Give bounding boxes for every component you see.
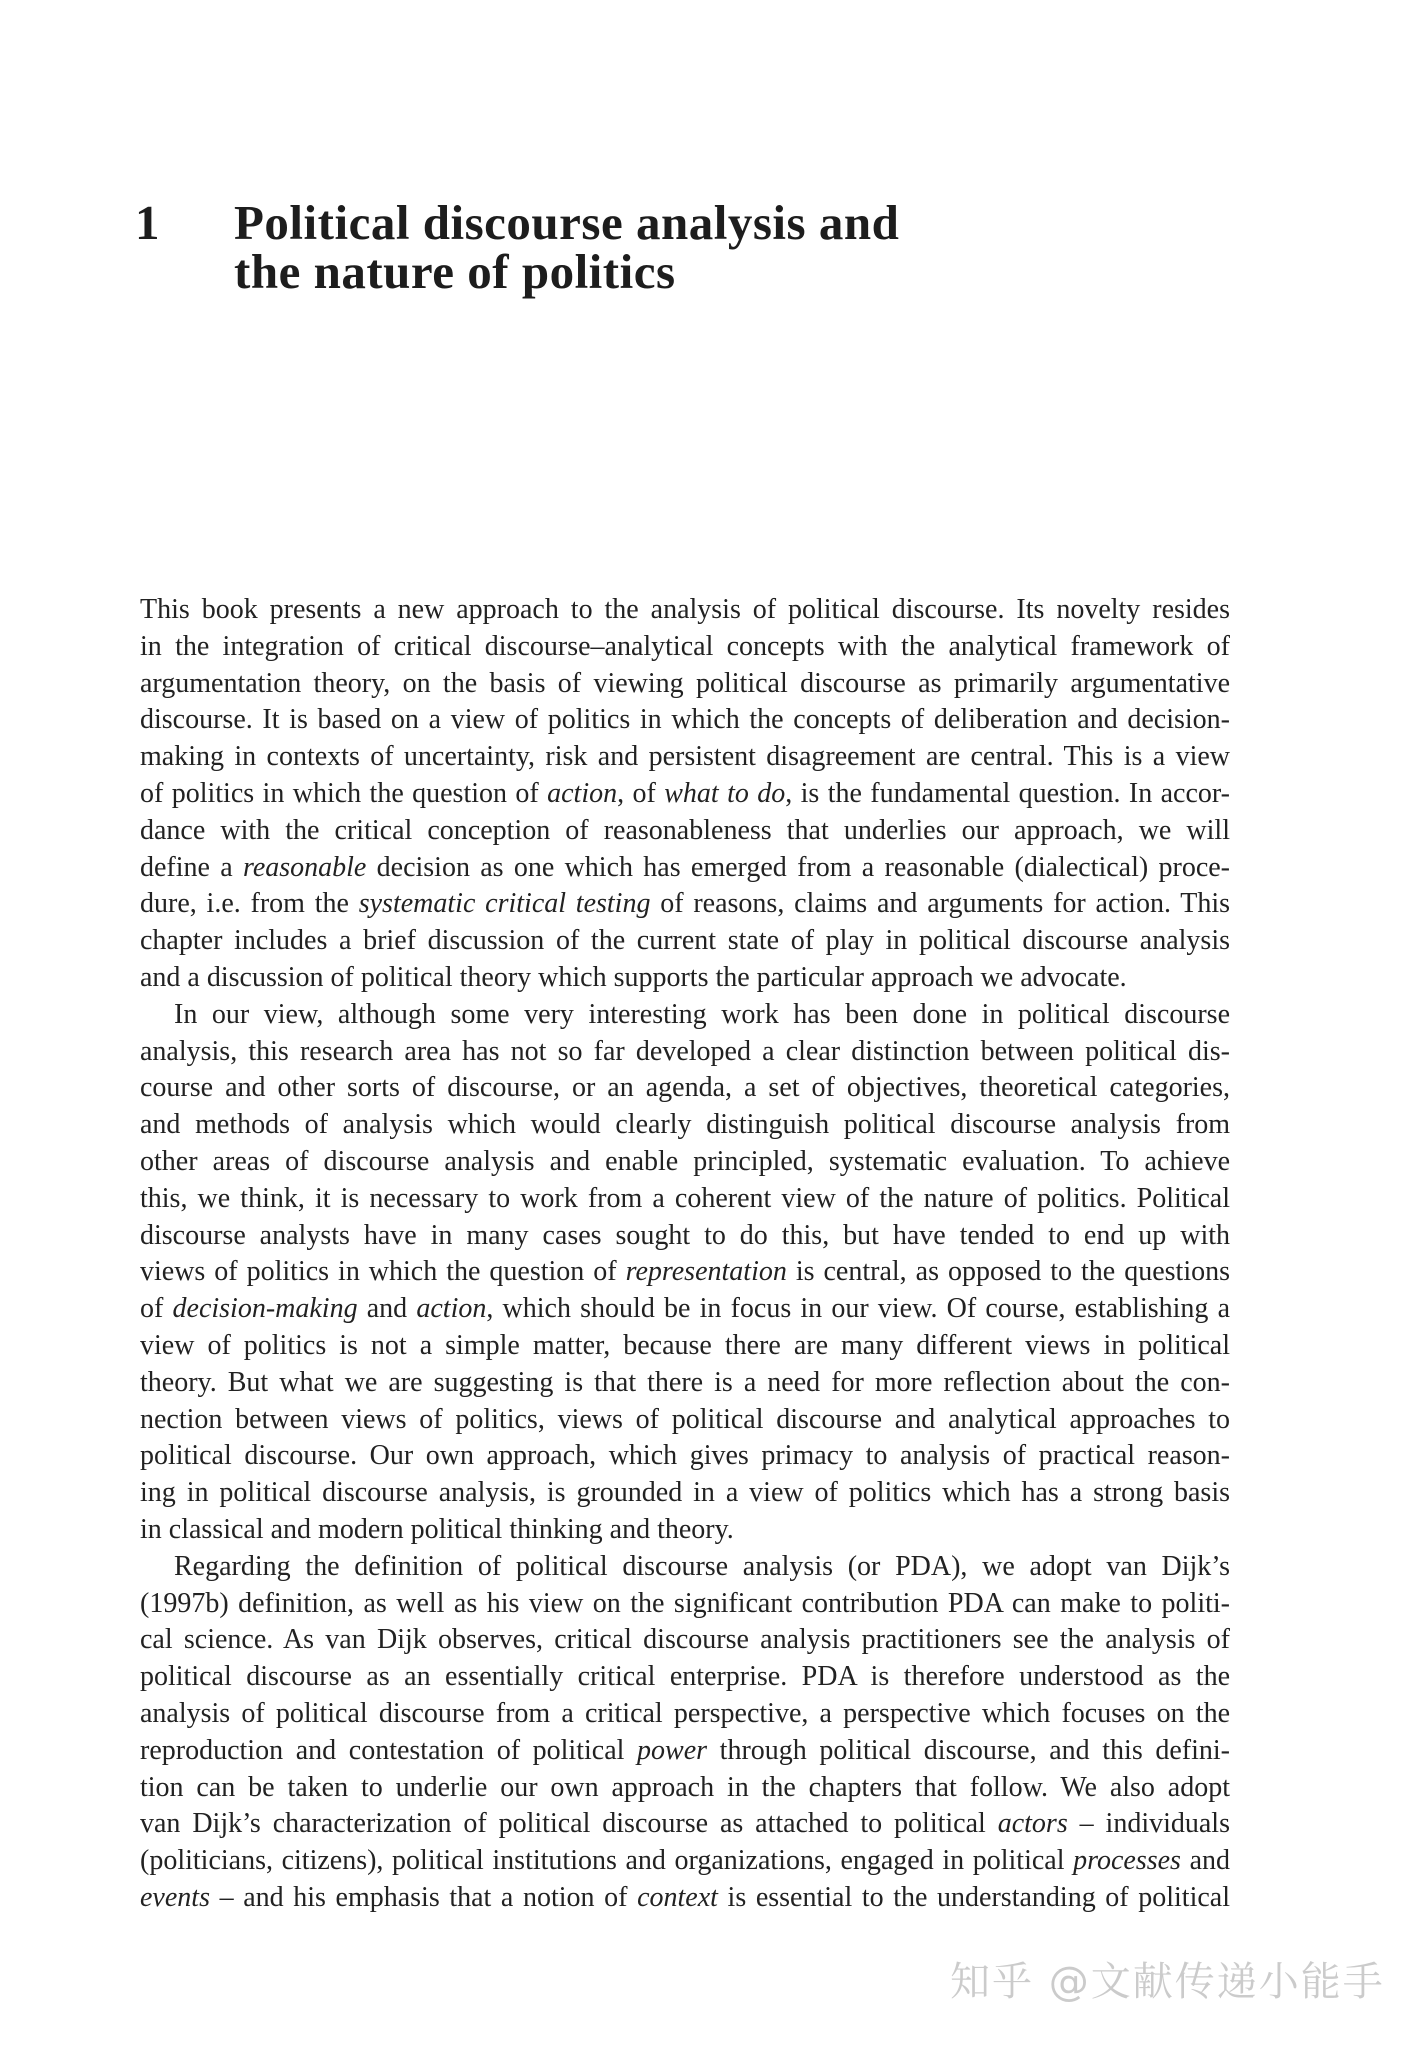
- text-line: view of politics is not a simple matter, because there are many different views in political: [140, 1329, 1230, 1361]
- text-line: of decision-making and action, which should be in focus in our view. Of course, establishing a: [140, 1293, 1230, 1325]
- text-line: theory. But what we are suggesting is that there is a need for more reflection about the con-: [140, 1366, 1230, 1398]
- text-line: discourse analysts have in many cases sought to do this, but have tended to end up with: [140, 1219, 1230, 1251]
- text-line: in the integration of critical discourse–analytical concepts with the analytical framework of: [140, 630, 1230, 662]
- text-line: of politics in which the question of action, of what to do, is the fundamental question. In accor-: [140, 777, 1230, 809]
- text-line: van Dijk’s characterization of political discourse as attached to political actors – individuals: [140, 1808, 1230, 1840]
- text-line: chapter includes a brief discussion of the current state of play in political discourse analysis: [140, 925, 1230, 957]
- text-line: course and other sorts of discourse, or an agenda, a set of objectives, theoretical categories,: [140, 1072, 1230, 1104]
- paragraph: [140, 997, 1230, 1549]
- text-line: and methods of analysis which would clearly distinguish political discourse analysis from: [140, 1109, 1230, 1141]
- text-line: dure, i.e. from the systematic critical testing of reasons, claims and arguments for action. This: [140, 888, 1231, 920]
- text-line: tion can be taken to underlie our own approach in the chapters that follow. We also adopt: [140, 1771, 1230, 1803]
- text-line: analysis, this research area has not so far developed a clear distinction between political dis-: [140, 1035, 1230, 1067]
- text-line: argumentation theory, on the basis of viewing political discourse as primarily argumentative: [140, 667, 1230, 699]
- chapter-title: [234, 195, 900, 299]
- text-line: (1997b) definition, as well as his view on the significant contribution PDA can make to politi-: [140, 1587, 1230, 1619]
- text-line: views of politics in which the question of representation is central, as opposed to the questions: [140, 1256, 1230, 1288]
- text-line: political discourse as an essentially critical enterprise. PDA is therefore understood as the: [140, 1661, 1230, 1693]
- text-line: in classical and modern political thinking and theory.: [140, 1513, 734, 1545]
- text-line: (politicians, citizens), political institutions and organizations, engaged in political processes and: [140, 1845, 1230, 1877]
- text-line: dance with the critical conception of reasonableness that underlies our approach, we will: [140, 814, 1230, 846]
- text-line: cal science. As van Dijk observes, critical discourse analysis practitioners see the analysis of: [140, 1624, 1230, 1656]
- body-text: [140, 592, 1230, 1917]
- text-line: Regarding the definition of political discourse analysis (or PDA), we adopt van Dijk’s: [174, 1550, 1230, 1582]
- chapter-title-line-2: the nature of politics: [234, 244, 676, 299]
- text-line: define a reasonable decision as one which has emerged from a reasonable (dialectical) proce-: [140, 851, 1230, 883]
- paragraph: [140, 592, 1230, 997]
- text-line: reproduction and contestation of political power through political discourse, and this defini-: [140, 1734, 1230, 1766]
- text-line: ing in political discourse analysis, is grounded in a view of politics which has a strong basis: [140, 1477, 1230, 1509]
- text-line: This book presents a new approach to the analysis of political discourse. Its novelty resides: [140, 594, 1230, 625]
- text-line: discourse. It is based on a view of politics in which the concepts of deliberation and decision-: [140, 704, 1230, 736]
- text-line: In our view, although some very interesting work has been done in political discourse: [174, 998, 1230, 1030]
- text-line: events – and his emphasis that a notion of context is essential to the understanding of political: [140, 1881, 1230, 1913]
- text-line: analysis of political discourse from a critical perspective, a perspective which focuses on the: [140, 1697, 1230, 1729]
- text-line: this, we think, it is necessary to work from a coherent view of the nature of politics. Political: [140, 1182, 1230, 1214]
- paragraph: [140, 1549, 1230, 1917]
- text-line: and a discussion of political theory which supports the particular approach we advocate.: [140, 961, 1127, 993]
- chapter-number: 1: [135, 195, 160, 250]
- text-line: other areas of discourse analysis and enable principled, systematic evaluation. To achieve: [140, 1145, 1230, 1177]
- text-line: making in contexts of uncertainty, risk and persistent disagreement are central. This is a view: [140, 741, 1230, 773]
- text-line: nection between views of politics, views of political discourse and analytical approaches to: [140, 1403, 1230, 1435]
- chapter-heading: [135, 195, 900, 299]
- text-line: political discourse. Our own approach, which gives primacy to analysis of practical reason-: [140, 1440, 1230, 1472]
- watermark: 知乎 @文献传递小能手: [950, 1959, 1385, 2005]
- chapter-title-line-1: Political discourse analysis and: [234, 195, 900, 250]
